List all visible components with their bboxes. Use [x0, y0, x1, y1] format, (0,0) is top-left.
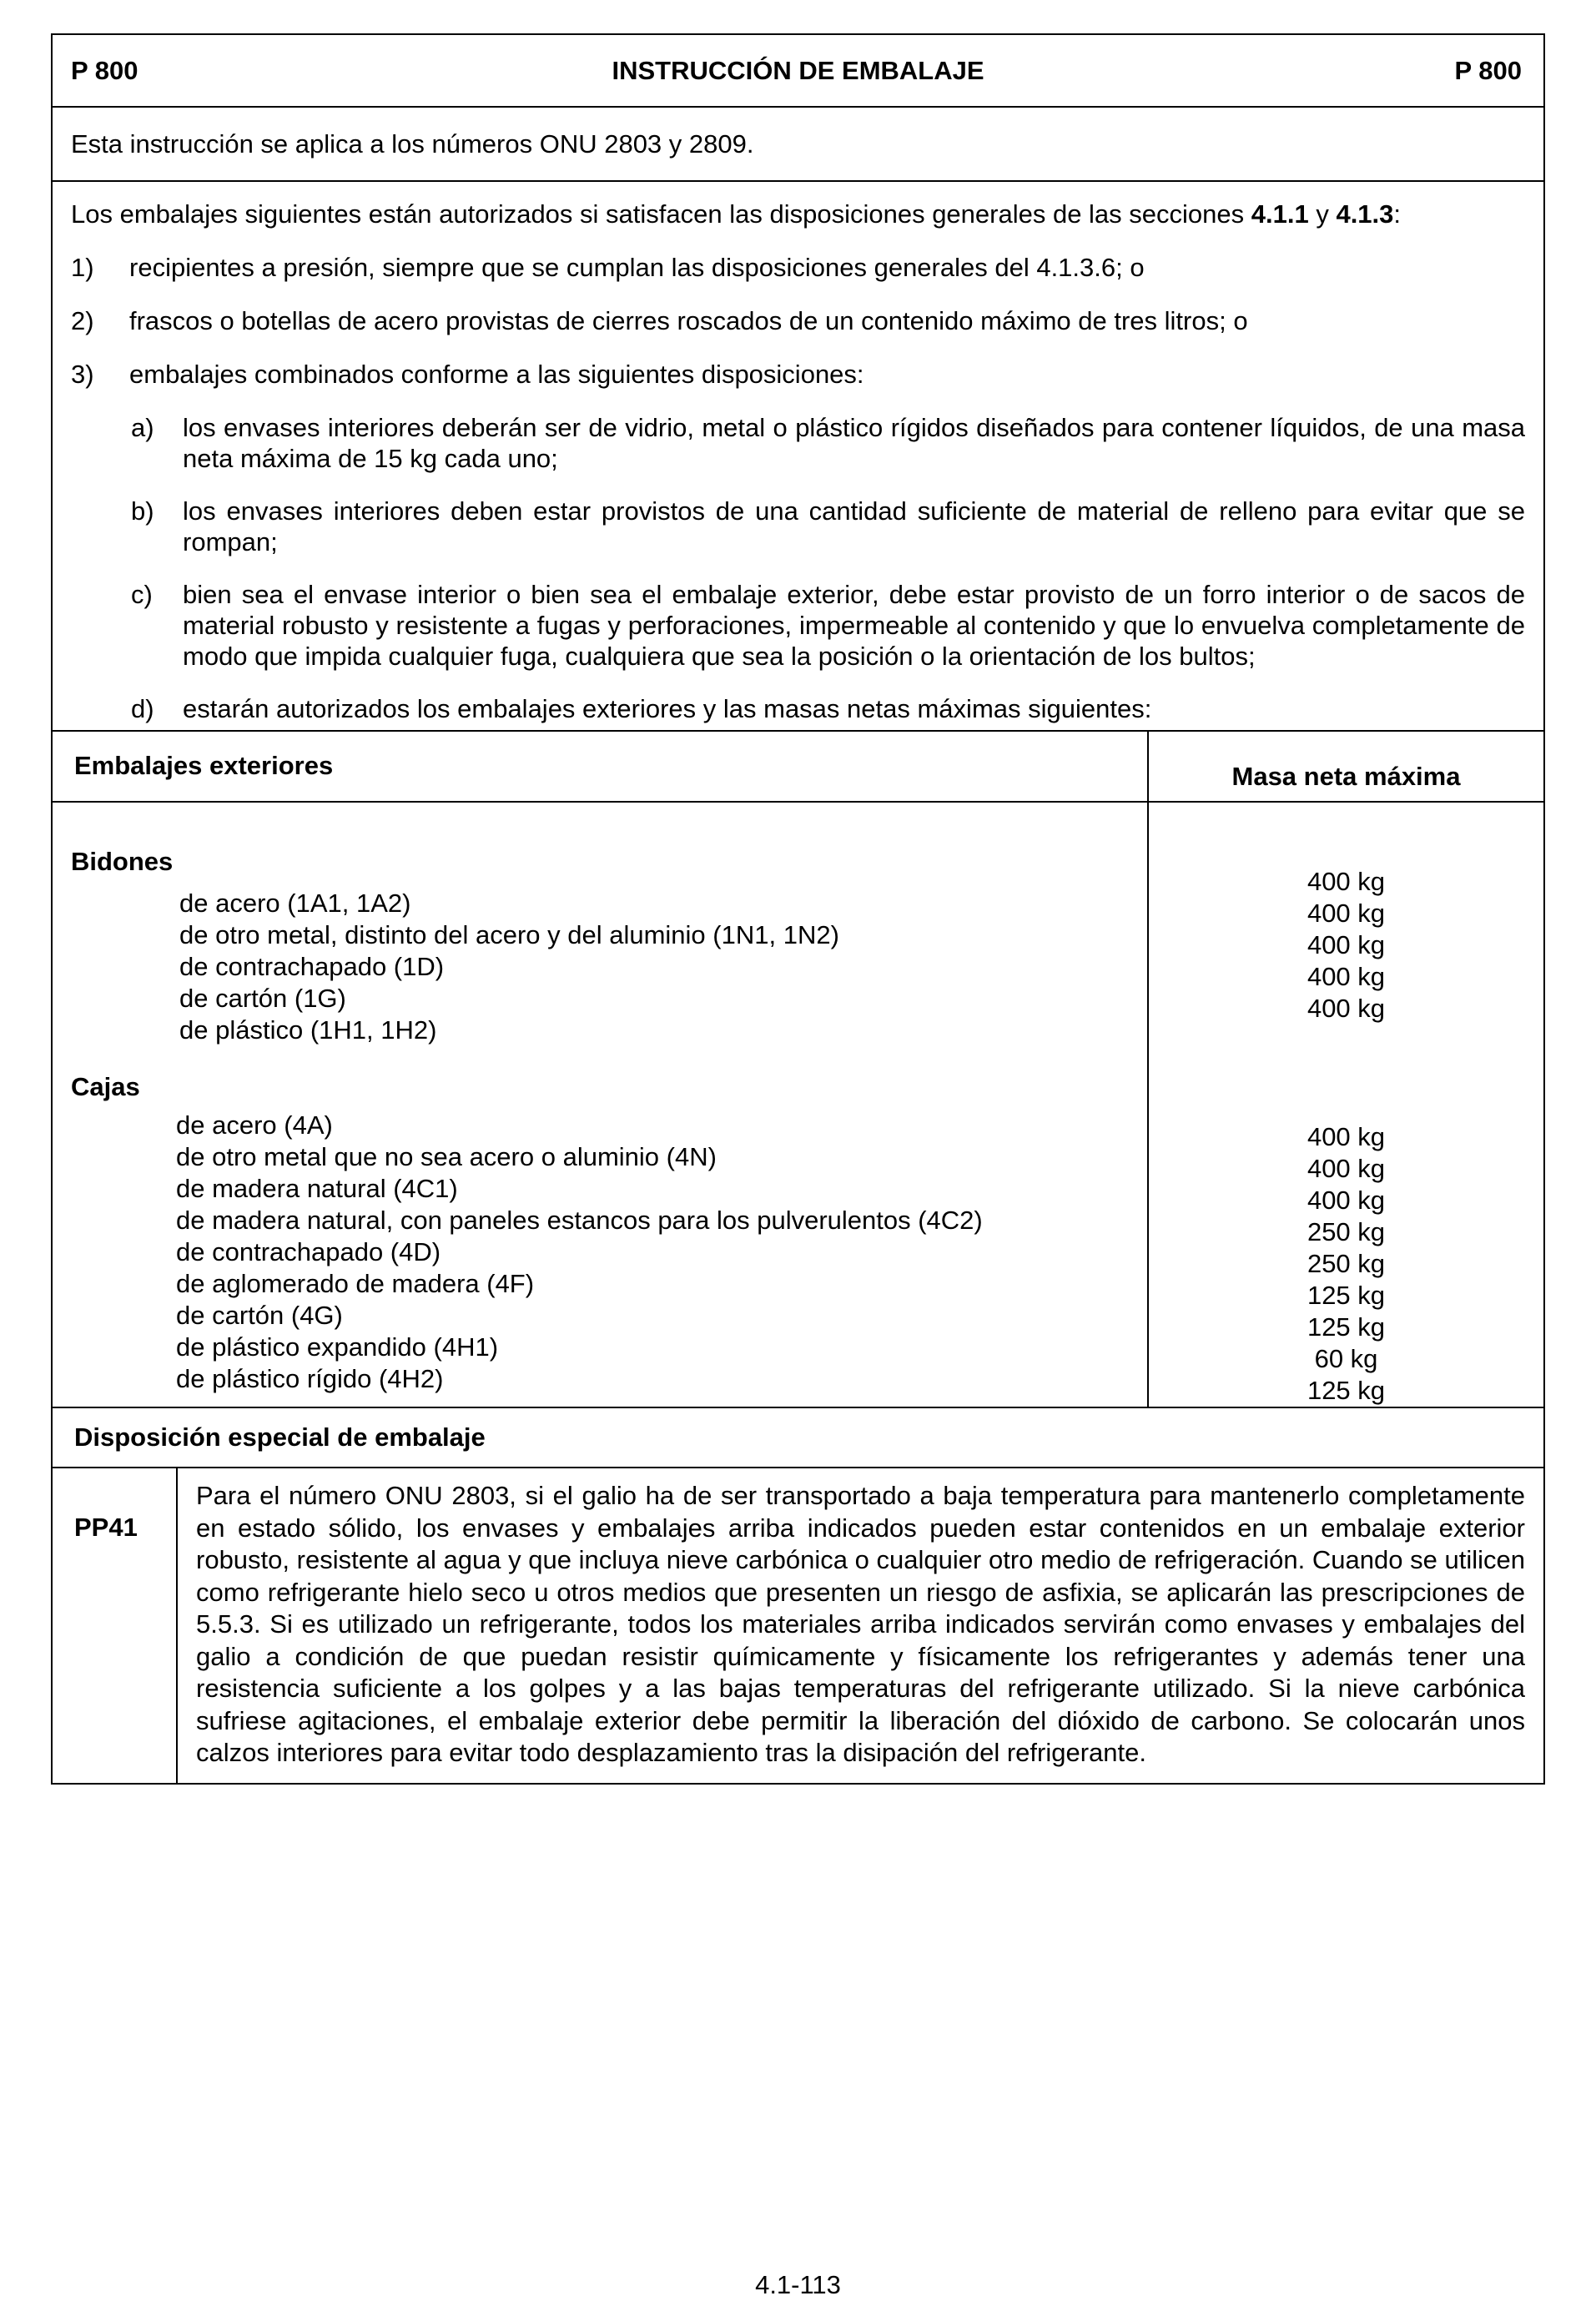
- table-row: de cartón (4G): [176, 1301, 343, 1330]
- mass-value: 400 kg: [1307, 930, 1386, 959]
- sub-item-letter: d): [131, 694, 154, 723]
- mass-value: 400 kg: [1307, 1154, 1386, 1183]
- instruction-code-left: P 800: [71, 55, 138, 85]
- mass-value: 400 kg: [1307, 867, 1386, 896]
- item-text: recipientes a presión, siempre que se cumplan las disposiciones generales del 4.1.3.6; o: [129, 253, 1145, 282]
- group-title-drums: Bidones: [71, 847, 174, 876]
- special-provision-row: [53, 1468, 1543, 1783]
- mass-value: 125 kg: [1307, 1376, 1386, 1405]
- table-row: de aglomerado de madera (4F): [176, 1269, 535, 1298]
- packaging-table-header: [53, 732, 1543, 803]
- instruction-title: INSTRUCCIÓN DE EMBALAJE: [612, 55, 984, 85]
- intro-ref-4-1-1: 4.1.1: [1251, 199, 1309, 229]
- item-number: 2): [71, 306, 94, 335]
- sub-item: [71, 693, 1525, 725]
- packing-instruction-frame: [51, 33, 1545, 1785]
- item-number: 3): [71, 360, 94, 389]
- special-provision-title: [53, 1408, 1543, 1468]
- intro-tail: :: [1393, 199, 1402, 229]
- sub-item-text: estarán autorizados los embalajes exteriores y las masas netas máximas siguientes:: [183, 694, 1152, 723]
- scope-row: [53, 108, 1543, 182]
- table-row: de plástico rígido (4H2): [176, 1364, 444, 1393]
- table-row: de acero (4A): [176, 1110, 333, 1140]
- mass-value: 60 kg: [1314, 1344, 1378, 1373]
- outer-packagings-header: Embalajes exteriores: [53, 732, 1149, 801]
- sub-item-letter: c): [131, 580, 153, 609]
- sub-item-text: los envases interiores deberán ser de vidrio, metal o plástico rígidos diseñados para contener líquidos, de una masa neta máxima de 15 kg cada uno;: [183, 413, 1525, 473]
- packaging-table-body: [53, 803, 1543, 1408]
- drums-list: [71, 888, 1147, 1046]
- page-number: 4.1-113: [755, 2270, 841, 2299]
- sub-item-text: los envases interiores deben estar provistos de una cantidad suficiente de material de relleno para evitar que se rompan;: [183, 496, 1525, 556]
- table-row: de contrachapado (4D): [176, 1237, 441, 1266]
- drums-mass-list: [1149, 866, 1543, 1025]
- mass-column: [1149, 803, 1543, 1407]
- special-provision-title-text: Disposición especial de embalaje: [74, 1422, 486, 1452]
- boxes-list: [71, 1110, 1147, 1395]
- item-number: 1): [71, 253, 94, 282]
- intro-ref-4-1-3: 4.1.3: [1336, 199, 1394, 229]
- sub-item-text: bien sea el envase interior o bien sea el embalaje exterior, debe estar provisto de un forro interior o de sacos de material robusto y resistente a fugas y perforaciones, impermeable al contenido y que lo envuelva completamente de modo que impida cualquier fuga, cualquiera que sea la posición o la orientación de los bultos;: [183, 580, 1525, 671]
- max-net-mass-header: Masa neta máxima: [1231, 761, 1461, 791]
- intro-text: Los embalajes siguientes están autorizados si satisfacen las disposiciones generales de las secciones: [71, 199, 1251, 229]
- packaging-labels-column: [53, 803, 1149, 1407]
- item-text: embalajes combinados conforme a las siguientes disposiciones:: [129, 360, 864, 389]
- mass-value: 400 kg: [1307, 899, 1386, 928]
- table-row: de plástico expandido (4H1): [176, 1332, 499, 1362]
- mass-value: 250 kg: [1307, 1217, 1386, 1246]
- mass-value: 400 kg: [1307, 962, 1386, 991]
- sub-item-letter: a): [131, 413, 154, 442]
- mass-value: 125 kg: [1307, 1312, 1386, 1342]
- mass-value: 400 kg: [1307, 1122, 1386, 1151]
- sub-item: [71, 496, 1525, 557]
- list-item: [71, 252, 1525, 284]
- sub-item-letter: b): [131, 496, 154, 526]
- table-row: de otro metal que no sea acero o aluminio (4N): [176, 1142, 717, 1171]
- table-row: de otro metal, distinto del acero y del aluminio (1N1, 1N2): [179, 920, 839, 949]
- sub-item: [71, 412, 1525, 474]
- boxes-mass-list: [1149, 1121, 1543, 1407]
- table-row: de plástico (1H1, 1H2): [179, 1015, 437, 1045]
- special-provision-code: PP41: [53, 1468, 178, 1783]
- group-title-boxes: Cajas: [71, 1072, 140, 1101]
- mass-value: 125 kg: [1307, 1281, 1386, 1310]
- mass-value: 250 kg: [1307, 1249, 1386, 1278]
- mass-value: 400 kg: [1307, 994, 1386, 1023]
- provisions-section: [53, 182, 1543, 732]
- table-row: de contrachapado (1D): [179, 952, 445, 981]
- sub-item: [71, 579, 1525, 672]
- table-row: de madera natural, con paneles estancos para los pulverulentos (4C2): [176, 1206, 983, 1235]
- instruction-code-right: P 800: [1454, 55, 1522, 85]
- special-provision-text: Para el número ONU 2803, si el galio ha de ser transportado a baja temperatura para mantenerlo completamente en estado sólido, los envases y embalajes arriba indicados pueden estar contenidos en un embalaje exterior robusto, resistente al agua y que incluya nieve carbónica o cualquier otro medio de refrigeración. Cuando se utilicen como refrigerante hielo seco u otros medios que presenten un riesgo de asfixia, se aplicarán las prescripciones de 5.5.3. Si es utilizado un refrigerante, todos los materiales arriba indicados servirán como envases y embalajes del galio a condición de que puedan resistir químicamente y físicamente los refrigerantes y además tener una resistencia suficiente a los golpes y a las bajas temperaturas del refrigerante utilizado. Si la nieve carbónica sufriese agitaciones, el embalaje exterior debe permitir la liberación del dióxido de carbono. Se colocarán unos calzos interiores para evitar todo desplazamiento tras la disipación del refrigerante.: [196, 1481, 1525, 1767]
- list-item: [71, 305, 1525, 337]
- item-text: frascos o botellas de acero provistas de cierres roscados de un contenido máximo de tres litros; o: [129, 306, 1248, 335]
- table-row: de cartón (1G): [179, 984, 346, 1013]
- scope-text: Esta instrucción se aplica a los números ONU 2803 y 2809.: [71, 128, 754, 159]
- table-row: de acero (1A1, 1A2): [179, 889, 411, 918]
- list-item: [71, 359, 1525, 390]
- table-row: de madera natural (4C1): [176, 1174, 458, 1203]
- instruction-header: [53, 35, 1543, 108]
- intro-paragraph: [71, 199, 1525, 230]
- mass-value: 400 kg: [1307, 1186, 1386, 1215]
- intro-conjunction: y: [1308, 199, 1337, 229]
